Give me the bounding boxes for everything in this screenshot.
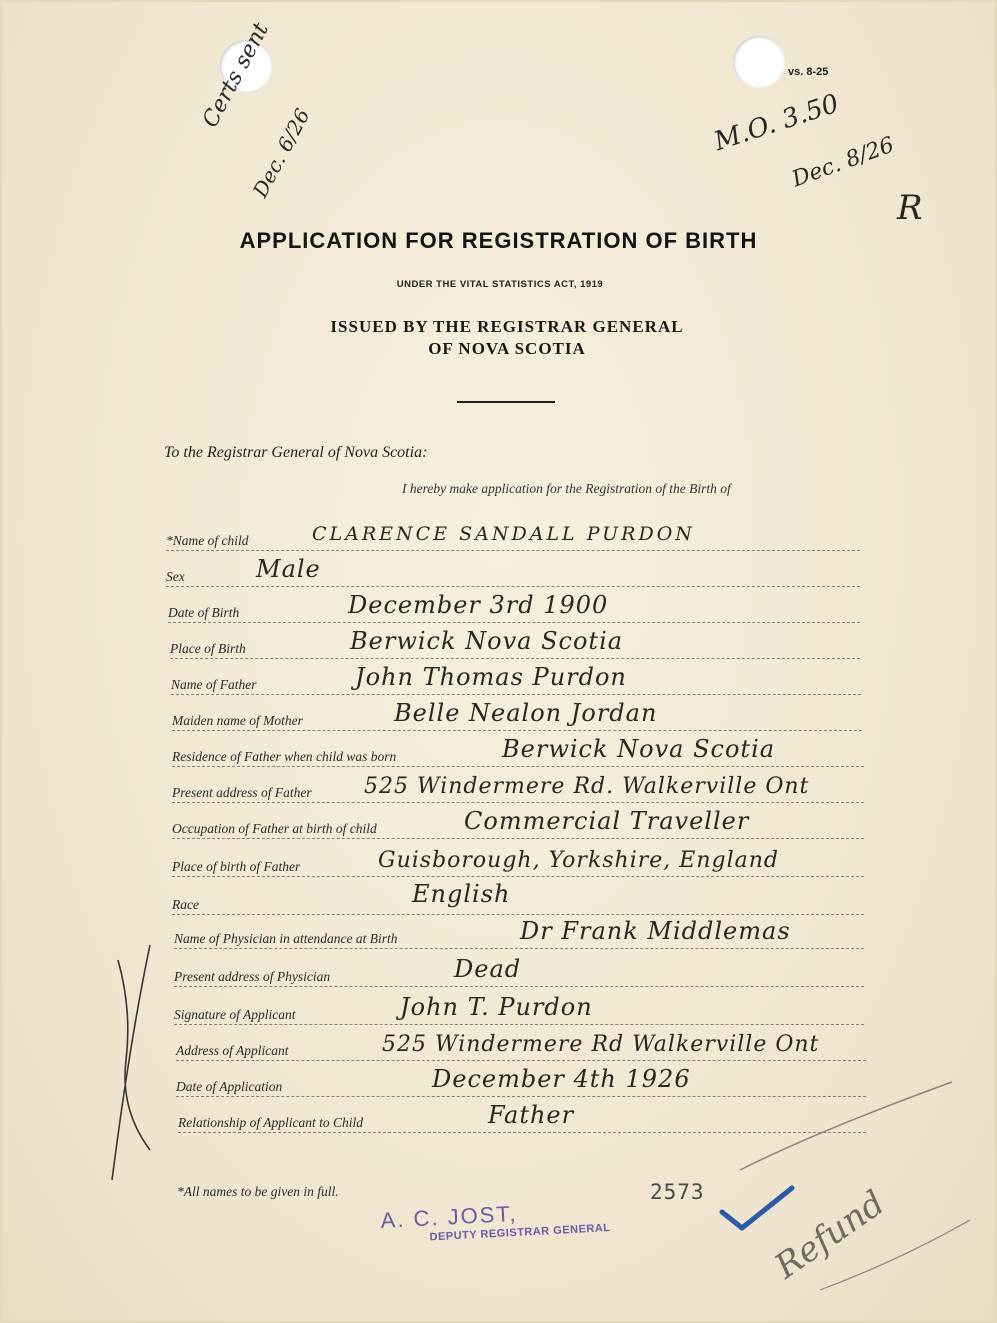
field-value: 525 Windermere Rd Walkerville Ont: [382, 1032, 820, 1057]
field-value: John Thomas Purdon: [355, 663, 627, 691]
field-value: Father: [488, 1101, 575, 1129]
pencil-underline: [820, 1220, 970, 1290]
field-value: Male: [256, 555, 321, 583]
field-label: Address of Applicant: [176, 1043, 289, 1058]
field-value: Guisborough, Yorkshire, England: [378, 848, 780, 873]
field-value: Berwick Nova Scotia: [502, 735, 776, 763]
stamp-name: A. C. JOST,: [380, 1200, 519, 1233]
field-value: Dr Frank Middlemas: [520, 917, 791, 945]
stamp-title: DEPUTY REGISTRAR GENERAL: [429, 1221, 611, 1244]
field-label: Residence of Father when child was born: [172, 749, 397, 764]
form-title: APPLICATION FOR REGISTRATION OF BIRTH: [239, 228, 758, 253]
field-label: Maiden name of Mother: [172, 713, 303, 728]
intro-text: I hereby make application for the Registration of the Birth of: [402, 481, 731, 496]
handwritten-certs-sent-date: Dec. 6/26: [248, 104, 315, 202]
field-value: English: [412, 880, 511, 908]
field-label: Date of Birth: [168, 605, 240, 620]
field-label: Present address of Physician: [174, 969, 331, 984]
handwritten-money-order-date: Dec. 8/26: [788, 132, 898, 193]
field-value: December 4th 1926: [432, 1065, 691, 1093]
field-label: Relationship of Applicant to Child: [178, 1115, 363, 1130]
field-value: Belle Nealon Jordan: [394, 699, 658, 727]
field-value: Commercial Traveller: [464, 807, 750, 835]
left-margin-stroke: [118, 960, 150, 1150]
footnote: *All names to be given in full.: [177, 1184, 339, 1199]
field-value: Berwick Nova Scotia: [350, 627, 624, 655]
blue-checkmark: [722, 1188, 792, 1228]
pencil-line: [740, 1082, 952, 1170]
handwritten-certs-sent: Certs sent: [198, 18, 274, 132]
field-value: Dead: [454, 955, 522, 983]
field-label: Date of Application: [176, 1079, 283, 1094]
field-label: Present address of Father: [172, 785, 312, 800]
field-value: John T. Purdon: [400, 993, 593, 1021]
handwritten-initial: R: [897, 188, 923, 228]
serial-number: 2573: [650, 1180, 705, 1204]
field-value: December 3rd 1900: [348, 591, 609, 619]
field-label: Sex: [166, 569, 185, 584]
field-label: Place of Birth: [170, 641, 246, 656]
field-label: Occupation of Father at birth of child: [172, 821, 377, 836]
field-label: Place of birth of Father: [172, 859, 301, 874]
left-margin-cross-stroke: [112, 945, 150, 1180]
field-label: Race: [172, 897, 199, 912]
handwritten-money-order: M.O. 3.50: [710, 88, 843, 158]
field-value: 525 Windermere Rd. Walkerville Ont: [364, 774, 810, 799]
field-label: Name of Physician in attendance at Birth: [174, 931, 398, 946]
field-value: CLARENCE SANDALL PURDON: [312, 523, 695, 545]
salutation: To the Registrar General of Nova Scotia:: [164, 444, 428, 461]
field-label: Name of Father: [171, 677, 257, 692]
issued-line-1: ISSUED BY THE REGISTRAR GENERAL: [330, 317, 684, 336]
form-subtitle: UNDER THE VITAL STATISTICS ACT, 1919: [396, 279, 604, 290]
issued-line-2: OF NOVA SCOTIA: [428, 339, 586, 358]
handwritten-refund-note: Refund: [767, 1183, 893, 1287]
field-label: *Name of child: [166, 533, 249, 548]
form-code: vs. 8-25: [788, 66, 829, 78]
field-label: Signature of Applicant: [174, 1007, 296, 1022]
